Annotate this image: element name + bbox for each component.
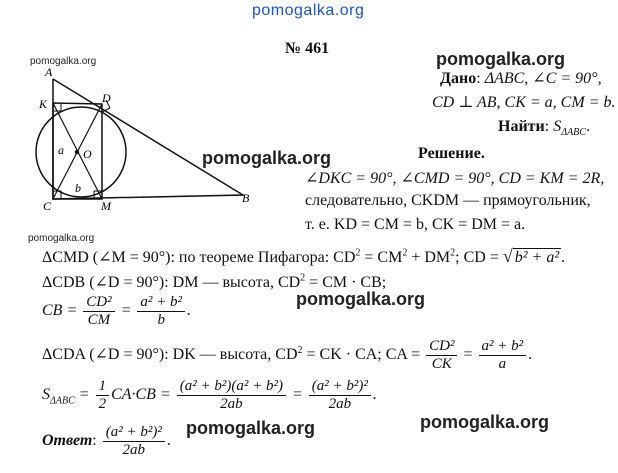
label-c: C <box>43 199 52 212</box>
area-sub: ΔABC <box>50 395 75 407</box>
sqrt-radicand: b² + a² <box>514 249 560 266</box>
solution-line-1: ∠DKC = 90°, ∠CMD = 90°, CD = KM = 2R, <box>305 170 605 187</box>
body-line-3: CB = $\frac{\text{CD²}}{CM}$ = $\frac{\text{a² + b²}}{b}$ . <box>42 294 192 328</box>
triangle-abc <box>53 79 243 199</box>
body-line-1-c: + DM <box>407 249 451 266</box>
answer-line: Ответ: $\frac{\text{(a² + b²)²}}{2ab}$ . <box>42 424 171 458</box>
watermark-top: pomogalka.org <box>252 2 365 19</box>
body-line-5: $S_{\Delta ABC}$ = $\frac{1}{2}$ CA·CB = $\frac{\text{(a² + b²)(a² + b²)}}{2ab}$ = $\frac{\text{(a² + b²)²}}{2ab}$ . <box>42 378 377 412</box>
find-line: Найти: $S_{\Delta ABC}$. <box>498 118 590 139</box>
label-a-vertex: A <box>45 65 53 79</box>
body-line-1: ΔCMD (∠M = 90°): по теореме Пифагора: $CD^2 = CM^2 + DM^2$; CD = √ b² + a² . <box>42 246 566 266</box>
frac-result: $\frac{\text{(a² + b²)²}}{2ab}$ <box>309 378 371 413</box>
label-side-a: a <box>58 143 64 157</box>
problem-number: № 461 <box>285 40 330 57</box>
body-line-4: ΔCDA (∠D = 90°): DK — высота, $CD^2$ = CK · CA; CA = $\frac{\text{CD²}}{CK}$ = $\frac{\text{a² + b²}}{a}$ . <box>42 338 533 372</box>
find-end: . <box>585 118 590 135</box>
frac-cd2-cm: $\frac{\text{CD²}}{CM}$ <box>83 294 114 329</box>
cb-lhs: CB = <box>42 302 82 320</box>
label-b: B <box>242 191 250 205</box>
watermark-small-figure: pomogalka.org <box>30 56 97 67</box>
frac-ab-a: $\frac{\text{a² + b²}}{a}$ <box>479 338 527 373</box>
body-line-1-b: = CM <box>360 249 403 266</box>
label-d: D <box>102 91 111 105</box>
watermark-middle: pomogalka.org <box>202 148 332 168</box>
label-o: O <box>83 147 92 161</box>
circumcircle <box>36 107 126 197</box>
body-line-4-b: = CK · CA; CA = <box>302 346 425 364</box>
solution-header: Решение. <box>418 145 485 162</box>
body-line-4-a: ΔCDA (∠D = 90°): DK — высота, CD <box>42 346 298 364</box>
frac-answer: $\frac{\text{(a² + b²)²}}{2ab}$ <box>103 424 165 459</box>
body-line-1-d: ; CD = <box>455 249 503 266</box>
given-line-2: CD ⊥ AB, CK = a, CM = b. <box>432 94 616 111</box>
find-expr: S <box>553 118 562 135</box>
solution-line-2: следовательно, CKDM — прямоугольник, <box>305 192 591 209</box>
given-text-1: ΔABC, ∠C = 90°, <box>484 70 602 87</box>
watermark-center: pomogalka.org <box>296 289 426 309</box>
body-line-2-b: = CM · CB; <box>305 274 387 291</box>
solution-line-3: т. е. KD = CM = b, CK = DM = a. <box>305 216 526 233</box>
body-line-2: ΔCDB (∠D = 90°): DM — высота, $CD^2$ = CM · CB; <box>42 272 387 291</box>
given-line-1: Дано: ΔABC, ∠C = 90°, <box>440 70 602 87</box>
frac-half: $\frac{1}{2}$ <box>96 378 110 413</box>
find-sub: ΔABC <box>561 127 586 139</box>
body-line-2-a: ΔCDB (∠D = 90°): DM — высота, CD <box>42 274 301 291</box>
frac-ab-b: $\frac{\text{a² + b²}}{b}$ <box>137 294 185 329</box>
body-line-1-end: . <box>561 249 566 266</box>
area-s: S <box>42 386 50 404</box>
watermark-small-body: pomogalka.org <box>28 233 95 244</box>
label-m: M <box>101 199 111 212</box>
area-mid: CA·CB <box>111 386 156 404</box>
frac-cd2-ck: $\frac{\text{CD²}}{CK}$ <box>426 338 457 373</box>
body-line-1-a: ΔCMD (∠M = 90°): по теореме Пифагора: CD <box>42 249 356 266</box>
watermark-bottom-left: pomogalka.org <box>186 418 316 438</box>
frac-product: $\frac{\text{(a² + b²)(a² + b²)}}{2ab}$ <box>177 378 286 413</box>
answer-label: Ответ <box>42 432 93 450</box>
label-side-b: b <box>75 181 81 195</box>
label-k: K <box>39 97 48 111</box>
find-label: Найти <box>498 118 545 135</box>
geometry-figure <box>25 62 260 212</box>
watermark-bottom-right: pomogalka.org <box>420 412 550 432</box>
given-label: Дано <box>440 70 477 87</box>
watermark-right: pomogalka.org <box>436 49 566 69</box>
center-point <box>75 150 79 154</box>
